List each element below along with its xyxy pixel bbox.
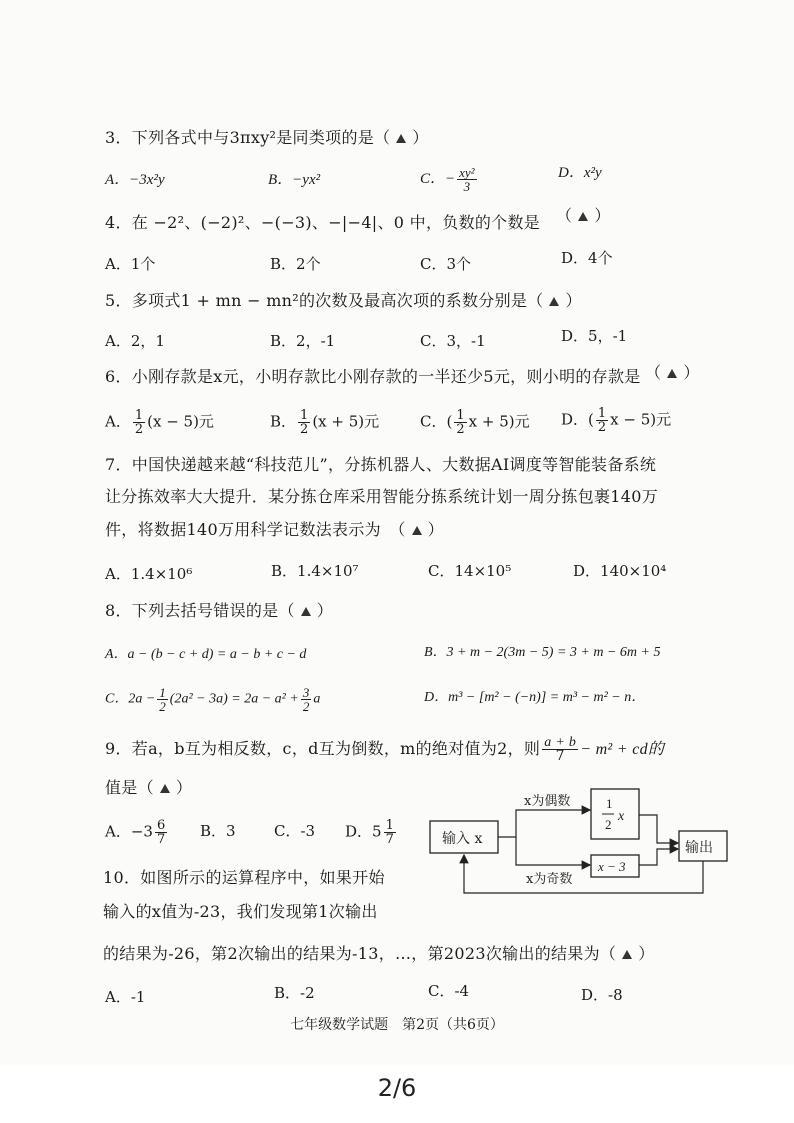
- q5-option-b: B．2，-1: [270, 332, 336, 350]
- q9-option-d: D．5 $\frac{1}{7}$: [345, 818, 394, 847]
- triangle-icon: [578, 212, 588, 221]
- q7-option-a: A．1.4×10⁶: [105, 565, 193, 583]
- question-9-line-2: 值是（ ）: [105, 778, 193, 797]
- q4-option-a: A．1个: [105, 255, 156, 273]
- even-branch-arrow: [498, 810, 590, 837]
- triangle-icon: [301, 607, 311, 616]
- page-indicator: 2/6: [377, 1074, 417, 1102]
- q6-option-a: A． $\frac{1}{2}$ (x − 5)元: [105, 408, 214, 437]
- even-label: x为偶数: [524, 794, 571, 809]
- q7-option-d: D．140×10⁴: [573, 562, 667, 580]
- q4-option-b: B．2个: [270, 255, 321, 273]
- question-10-line-2: 输入的x值为-23，我们发现第1次输出: [103, 902, 378, 921]
- odd-label: x为奇数: [526, 872, 573, 887]
- q5-option-c: C．3，-1: [420, 332, 486, 350]
- question-3-stem: 3．下列各式中与3πxy²是同类项的是（ ）: [105, 128, 429, 147]
- q4-option-c: C．3个: [420, 255, 472, 273]
- q5-option-d: D．5，-1: [561, 327, 628, 345]
- question-5-stem: 5．多项式1 + mn − mn²的次数及最高次项的系数分别是（ ）: [105, 291, 582, 310]
- q4-option-d: D．4个: [561, 249, 613, 267]
- q3-option-a: A．−3x²y: [105, 172, 165, 188]
- q6-option-b: B． $\frac{1}{2}$ (x + 5)元: [270, 408, 380, 437]
- q7-option-b: B．1.4×10⁷: [271, 562, 359, 580]
- question-8-stem: 8．下列去括号错误的是（ ）: [105, 601, 334, 620]
- minus-three-label: x − 3: [598, 859, 626, 874]
- question-4-answer-slot: （ ）: [556, 206, 611, 225]
- question-10-line-1: 10．如图所示的运算程序中，如果开始: [103, 868, 385, 887]
- loop-back-arrow: [464, 855, 703, 893]
- triangle-icon: [412, 526, 422, 535]
- q3-option-c: C．− $\frac{\text{xy²}}{3}$: [420, 165, 475, 194]
- q6-option-c: C．( $\frac{1}{2}$ x + 5)元: [420, 408, 530, 437]
- page-footer: 七年级数学试题 第2页（共6页）: [290, 1017, 504, 1033]
- question-6-answer-slot: （ ）: [645, 363, 700, 382]
- q5-option-a: A．2，1: [105, 332, 165, 350]
- triangle-icon: [667, 369, 677, 378]
- odd-branch-arrow: [516, 837, 590, 865]
- triangle-icon: [396, 134, 406, 143]
- operation-flowchart: [428, 785, 733, 897]
- minus-to-output-arrow: [639, 849, 678, 865]
- q9-option-a: A．−3 $\frac{6}{7}$: [105, 818, 166, 847]
- question-10-line-3: 的结果为-26，第2次输出的结果为-13，…，第2023次输出的结果为（ ）: [103, 944, 655, 963]
- q8-option-c: C．2a − $\frac{1}{2}$ (2a² − 3a) = 2a − a² + $\frac{3}{2}$ a: [105, 685, 321, 714]
- q8-option-a: A．a − (b − c + d) = a − b + c − d: [105, 647, 307, 662]
- question-4-stem: 4．在 −2²、(−2)²、−(−3)、−|−4|、0 中，负数的个数是: [105, 213, 541, 232]
- q6-option-d: D．( $\frac{1}{2}$ x − 5)元: [561, 406, 672, 435]
- q7-option-c: C．14×10⁵: [428, 562, 512, 580]
- triangle-icon: [622, 950, 632, 959]
- q8-option-d: D．m³ − [m² − (−n)] = m³ − m² − n．: [424, 690, 646, 705]
- question-9-stem: 9．若a，b互为相反数，c，d互为倒数，m的绝对值为2，则 $\frac{a + b}{7}$ − m² + cd的: [105, 735, 665, 764]
- triangle-icon: [160, 784, 170, 793]
- q3-option-d: D．x²y: [558, 165, 602, 181]
- half-box: [591, 789, 639, 839]
- q9-option-b: B．3: [200, 822, 236, 840]
- half-to-output-arrow: [639, 815, 678, 843]
- half-numerator: 1: [606, 796, 613, 811]
- q10-option-c: C．-4: [428, 982, 470, 1000]
- triangle-icon: [549, 297, 559, 306]
- q10-option-b: B．-2: [274, 984, 315, 1002]
- q9-option-c: C．-3: [274, 822, 316, 840]
- half-variable: x: [618, 809, 625, 824]
- question-7-line-2: 让分拣效率大大提升．某分拣仓库采用智能分拣系统计划一周分拣包裹140万: [105, 487, 659, 506]
- output-label: 输出: [685, 840, 713, 856]
- half-denominator: 2: [605, 817, 612, 832]
- input-label: 输入 x: [442, 831, 483, 847]
- q10-option-d: D．-8: [581, 986, 623, 1004]
- question-6-stem: 6．小刚存款是x元，小明存款比小刚存款的一半还少5元，则小明的存款是: [105, 367, 641, 386]
- question-7-line-1: 7．中国快递越来越“科技范儿”，分拣机器人、大数据AI调度等智能装备系统: [105, 455, 657, 474]
- q10-option-a: A．-1: [105, 988, 146, 1006]
- q8-option-b: B．3 + m − 2(3m − 5) = 3 + m − 6m + 5: [424, 645, 661, 660]
- question-7-line-3: 件，将数据140万用科学记数法表示为 （ ）: [105, 520, 444, 539]
- q3-option-b: B．−yx²: [268, 172, 321, 188]
